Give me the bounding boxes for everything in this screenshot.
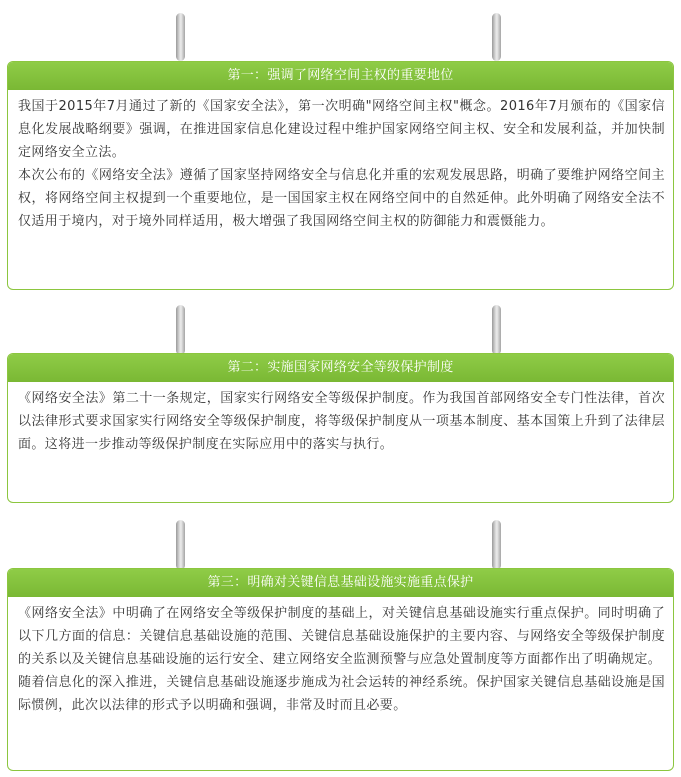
binder-pin-left-1 [176,13,185,61]
section-card-1 [7,61,674,290]
section-card-2 [7,353,674,503]
binder-pin-right-1 [492,13,501,61]
section-body-1 [8,90,673,233]
section-1-paragraph-2: 本次公布的《网络安全法》遵循了国家坚持网络安全与信息化并重的宏观发展思路，明确了要维护网络空间主权，将网络空间主权提到一个重要地位，是一国国家主权在网络空间中的自然延伸。此外明确了网络安全法不仅适用于境内，对于境外同样适用，极大增强了我国网络空间主权的防御能力和震慑能力。 [18,168,665,229]
section-title-1: 第一：强调了网络空间主权的重要地位 [8,62,673,90]
section-body-3 [8,597,673,717]
section-body-2 [8,382,673,456]
section-title-3: 第三：明确对关键信息基础设施实施重点保护 [8,569,673,597]
section-3-paragraph-1: 《网络安全法》中明确了在网络安全等级保护制度的基础上，对关键信息基础设施实行重点保护。同时明确了以下几方面的信息：关键信息基础设施的范围、关键信息基础设施保护的主要内容、与网络安全等级保护制度的关系以及关键信息基础设施的运行安全、建立网络安全监测预警与应急处置制度等方面都作出了明确规定。 [18,606,665,667]
binder-pin-right-2 [492,305,501,355]
binder-pin-left-2 [176,305,185,355]
section-card-3 [7,568,674,771]
binder-pin-right-3 [492,520,501,570]
section-3-paragraph-2: 随着信息化的深入推进，关键信息基础设施逐步施成为社会运转的神经系统。保护国家关键信息基础设施是国际惯例，此次以法律的形式予以明确和强调，非常及时而且必要。 [18,675,665,713]
section-2-paragraph-1: 《网络安全法》第二十一条规定，国家实行网络安全等级保护制度。作为我国首部网络安全专门性法律，首次以法律形式要求国家实行网络安全等级保护制度，将等级保护制度从一项基本制度、基本国策上升到了法律层面。这将进一步推动等级保护制度在实际应用中的落实与执行。 [18,391,665,452]
section-title-2: 第二：实施国家网络安全等级保护制度 [8,354,673,382]
binder-pin-left-3 [176,520,185,570]
section-1-paragraph-1: 我国于2015年7月通过了新的《国家安全法》，第一次明确"网络空间主权"概念。2016年7月颁布的《国家信息化发展战略纲要》强调，在推进国家信息化建设过程中维护国家网络空间主权、安全和发展利益，并加快制定网络安全立法。 [18,99,665,160]
